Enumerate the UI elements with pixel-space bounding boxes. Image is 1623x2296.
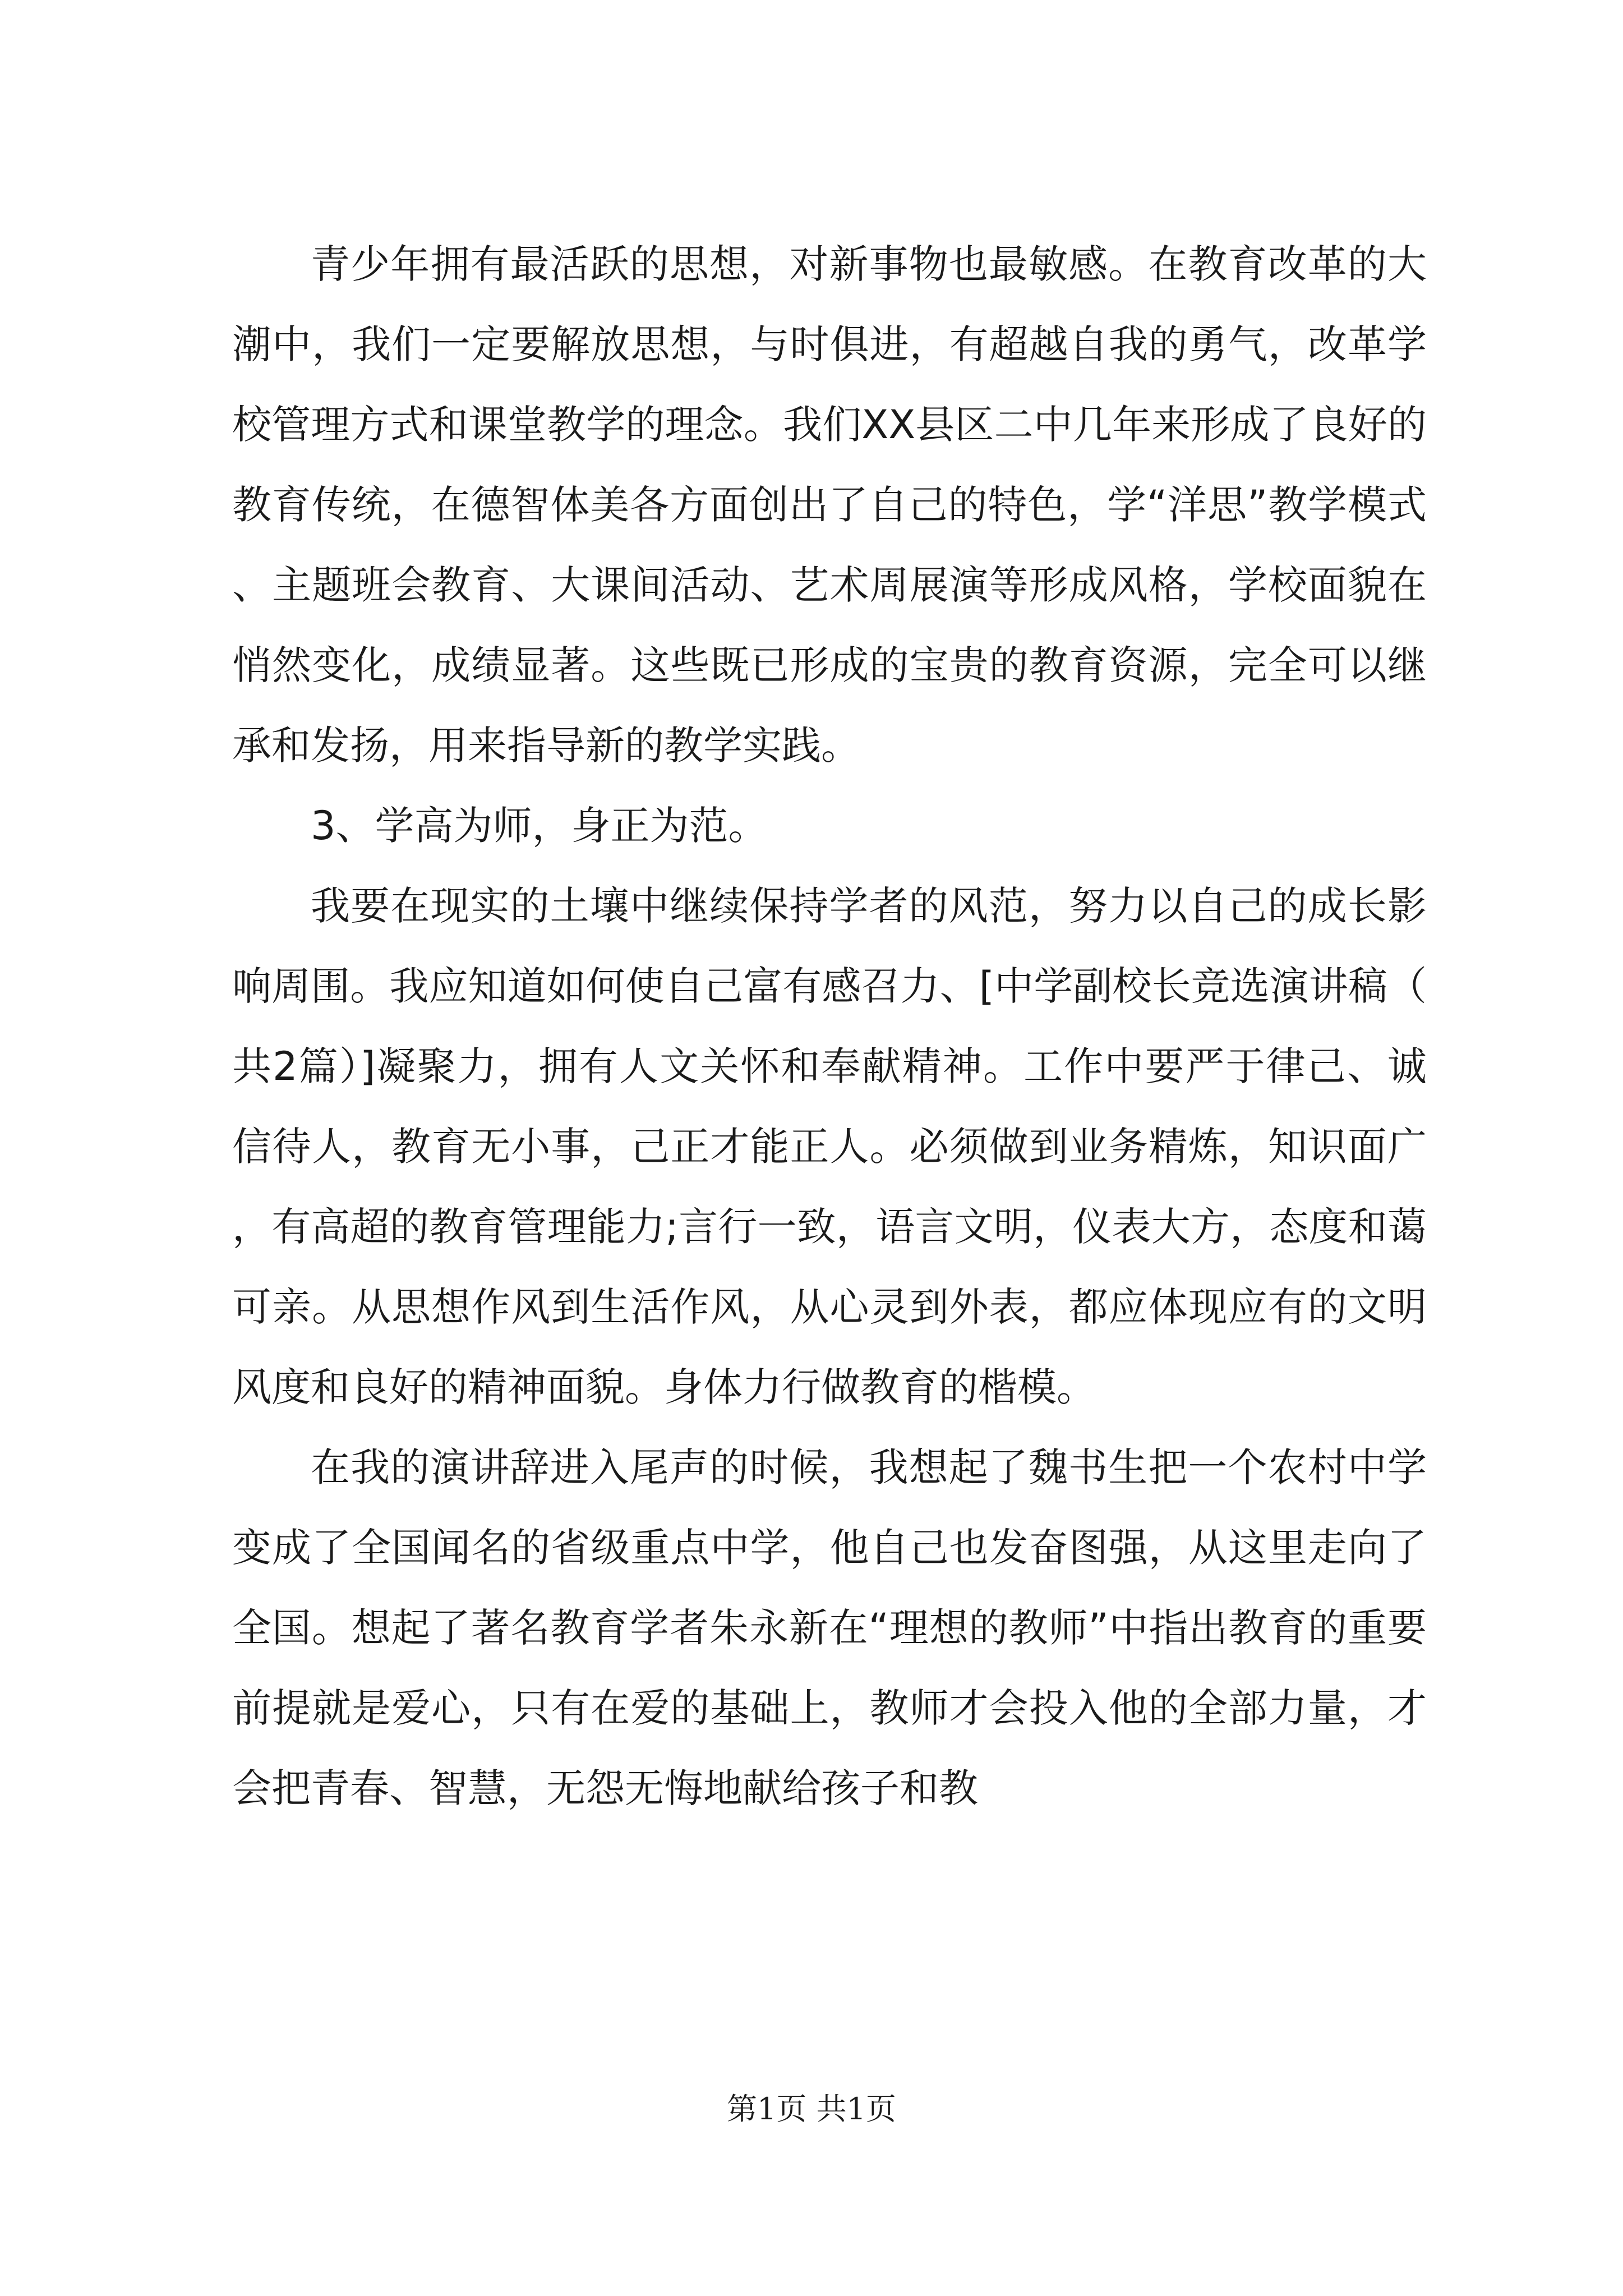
paragraph-closing: 在我的演讲辞进入尾声的时候，我想起了魏书生把一个农村中学变成了全国闻名的省级重点中学，他自己也发奋图强，从这里走向了全国。想起了著名教育学者朱永新在“理想的教师”中指出教育的重要前提就是爱心，只有在爱的基础上，教师才会投入他的全部力量，才会把青春、智慧，无怨无悔地献给孩子和教 xyxy=(232,1444,1427,1811)
paragraph-reform: 青少年拥有最活跃的思想，对新事物也最敏感。在教育改革的大潮中，我们一定要解放思想，与时俱进，有超越自我的勇气，改革学校管理方式和课堂教学的理念。我们XX县区二中几年来形成了良好的教育传统，在德智体美各方面创出了自己的特色，学“洋思”教学模式、主题班会教育、大课间活动、艺术周展演等形成风格，学校面貌在悄然变化，成绩显著。这些既已形成的宝贵的教育资源，完全可以继承和发扬，用来指导新的教学实践。 xyxy=(232,241,1427,769)
section-heading-3: 3、学高为师，身正为范。 xyxy=(311,803,768,849)
document-body xyxy=(232,224,1427,1829)
page-footer: 第1页 共1页 xyxy=(727,2091,896,2127)
paragraph-role-model: 我要在现实的土壤中继续保持学者的风范，努力以自己的成长影响周围。我应知道如何使自己富有感召力、[中学副校长竞选演讲稿（共2篇）]凝聚力，拥有人文关怀和奉献精神。工作中要严于律己、诚信待人，教育无小事，己正才能正人。必须做到业务精炼，知识面广，有高超的教育管理能力;言行一致，语言文明，仪表大方，态度和蔼可亲。从思想作风到生活作风，从心灵到外表，都应体现应有的文明风度和良好的精神面貌。身体力行做教育的楷模。 xyxy=(232,883,1427,1410)
